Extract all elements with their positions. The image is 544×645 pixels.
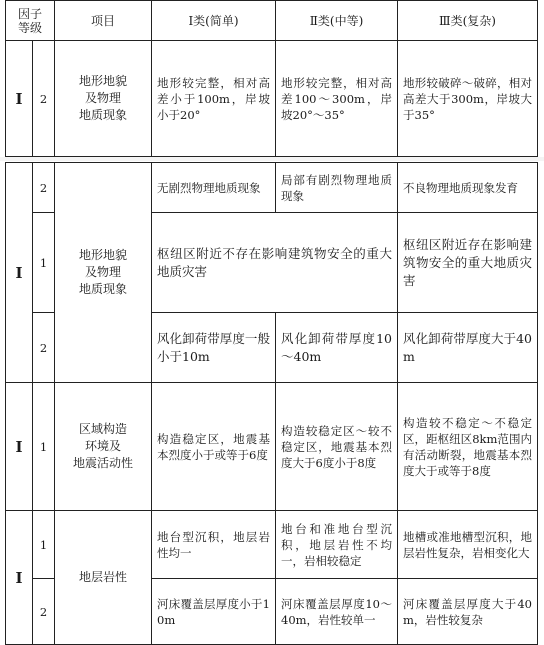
grade-cell: 2 xyxy=(33,163,55,213)
class3-cell: 构造较不稳定～不稳定区，距枢纽区8km范围内有活动断裂，地震基本烈度大于或等于8度 xyxy=(398,383,538,511)
header-row xyxy=(6,1,538,41)
class1-cell: 风化卸荷带厚度一般小于10m xyxy=(152,313,276,383)
header-class2: Ⅱ类(中等) xyxy=(276,1,398,41)
header-class3: Ⅲ类(复杂) xyxy=(398,1,538,41)
table-row xyxy=(6,383,538,511)
item-cell: 地形地貌 及物理 地质现象 xyxy=(55,41,152,157)
class1-cell: 河床覆盖层厚度小于10m xyxy=(152,579,276,645)
table-row xyxy=(6,41,538,157)
table-row xyxy=(6,163,538,213)
header-factor-grade: 因子 等级 xyxy=(6,1,55,41)
class1-cell: 无剧烈物理地质现象 xyxy=(152,163,276,213)
class2-cell: 地台和准地台型沉积，地层岩性不均一，岩相较稳定 xyxy=(276,511,398,579)
class3-cell: 风化卸荷带厚度大于40m xyxy=(398,313,538,383)
grade-cell: 2 xyxy=(33,579,55,645)
grade-cell: 1 xyxy=(33,213,55,313)
class3-cell: 不良物理地质现象发育 xyxy=(398,163,538,213)
class3-cell: 地形较破碎～破碎，相对高差大于300m，岸坡大于35° xyxy=(398,41,538,157)
header-class1: Ⅰ类(简单) xyxy=(152,1,276,41)
grade-cell: 1 xyxy=(33,383,55,511)
classification-table-bottom xyxy=(5,162,538,645)
table-row xyxy=(6,511,538,579)
class2-cell: 风化卸荷带厚度10～40m xyxy=(276,313,398,383)
classification-table-top xyxy=(5,0,538,157)
factor-cell: Ⅰ xyxy=(6,41,33,157)
item-cell: 地层岩性 xyxy=(55,511,152,645)
class3-cell: 地槽或准地槽型沉积，地层岩性复杂，岩相变化大 xyxy=(398,511,538,579)
grade-cell: 1 xyxy=(33,511,55,579)
factor-cell: Ⅰ xyxy=(6,383,33,511)
factor-cell: Ⅰ xyxy=(6,511,33,645)
header-item: 项目 xyxy=(55,1,152,41)
factor-cell: Ⅰ xyxy=(6,163,33,383)
item-cell: 区域构造 环境及 地震活动性 xyxy=(55,383,152,511)
page-gap xyxy=(0,157,544,161)
grade-cell: 2 xyxy=(33,313,55,383)
class2-cell: 地形较完整，相对高差100～300m，岸坡20°～35° xyxy=(276,41,398,157)
class1-cell: 地台型沉积，地层岩性均一 xyxy=(152,511,276,579)
class1-cell: 地形较完整，相对高差小于100m，岸坡小于20° xyxy=(152,41,276,157)
class3-cell: 枢纽区附近存在影响建筑物安全的重大地质灾害 xyxy=(398,213,538,313)
class1-cell: 构造稳定区，地震基本烈度小于或等于6度 xyxy=(152,383,276,511)
class3-cell: 河床覆盖层厚度大于40m，岩性较复杂 xyxy=(398,579,538,645)
class12-merged-cell: 枢纽区附近不存在影响建筑物安全的重大地质灾害 xyxy=(152,213,398,313)
class2-cell: 构造较稳定区～较不稳定区，地震基本烈度大于6度小于8度 xyxy=(276,383,398,511)
item-cell: 地形地貌 及物理 地质现象 xyxy=(55,163,152,383)
class2-cell: 河床覆盖层厚度10～40m，岩性较单一 xyxy=(276,579,398,645)
class2-cell: 局部有剧烈物理地质现象 xyxy=(276,163,398,213)
grade-cell: 2 xyxy=(33,41,55,157)
